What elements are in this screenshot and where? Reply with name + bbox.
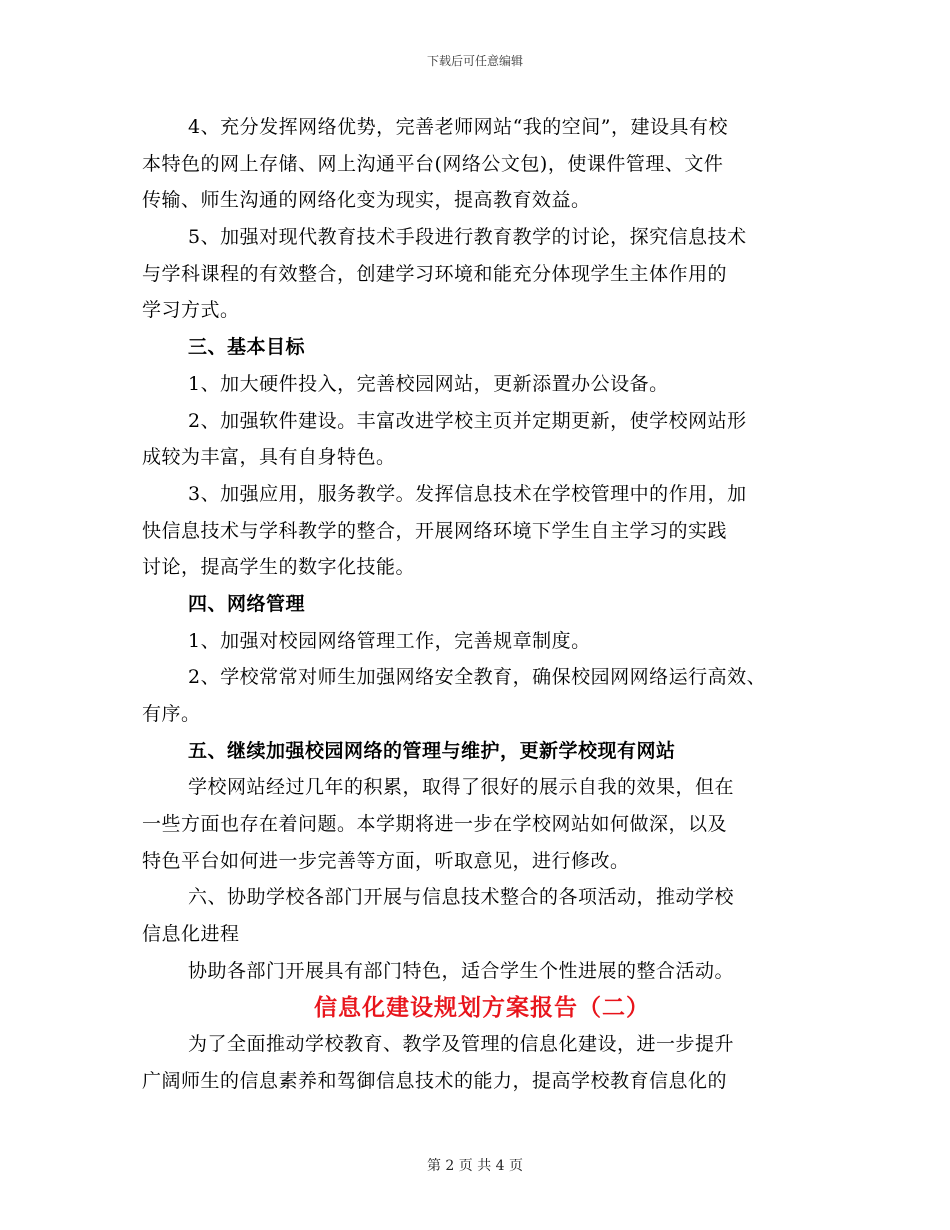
- section-heading: 四、网络管理: [188, 592, 306, 615]
- text-line: 4、充分发挥网络优势，完善老师网站“我的空间”，建设具有校: [188, 116, 729, 138]
- text-line: 特色平台如何进一步完善等方面，听取意见，进行修改。: [142, 849, 630, 872]
- section-heading: 五、继续加强校园网络的管理与维护，更新学校现有网站: [188, 739, 676, 762]
- text-line: 一些方面也存在着问题。本学期将进一步在学校网站如何做深，以及: [142, 813, 728, 836]
- text-line: 协助各部门开展具有部门特色，适合学生个性进展的整合活动。: [188, 959, 735, 982]
- text-line: 学校网站经过几年的积累，取得了很好的展示自我的效果，但在: [188, 776, 735, 799]
- text-line: 5、加强对现代教育技术手段进行教育教学的讨论，探究信息技术: [188, 226, 747, 249]
- text-line: 信息化进程: [142, 923, 240, 946]
- text-line: 本特色的网上存储、网上沟通平台(网络公文包)，使课件管理、文件: [142, 152, 724, 175]
- text-line: 与学科课程的有效整合，创建学习环境和能充分体现学生主体作用的: [142, 262, 728, 285]
- text-line: 1、加强对校园网络管理工作，完善规章制度。: [188, 629, 591, 652]
- text-line: 3、加强应用，服务教学。发挥信息技术在学校管理中的作用，加: [188, 482, 747, 505]
- text-line: 广阔师生的信息素养和驾御信息技术的能力，提高学校教育信息化的: [142, 1069, 728, 1092]
- text-line: 2、学校常常对师生加强网络安全教育，确保校园网网络运行高效、: [188, 666, 767, 689]
- text-line: 2、加强软件建设。丰富改进学校主页并定期更新，使学校网站形: [188, 409, 747, 432]
- text-line: 1、加大硬件投入，完善校园网站，更新添置办公设备。: [188, 372, 669, 395]
- page-footer: 第 2 页 共 4 页: [426, 1158, 524, 1174]
- text-line: 为了全面推动学校教育、教学及管理的信息化建设，进一步提升: [188, 1033, 735, 1056]
- section-heading: 三、基本目标: [188, 336, 306, 359]
- text-line: 学习方式。: [142, 299, 240, 322]
- text-line: 成较为丰富，具有自身特色。: [142, 446, 396, 469]
- document-body: [142, 114, 822, 1105]
- text-line: 六、协助学校各部门开展与信息技术整合的各项活动，推动学校: [188, 886, 735, 909]
- document-title: 信息化建设规划方案报告（二）: [314, 993, 650, 1021]
- text-line: 讨论，提高学生的数字化技能。: [142, 556, 416, 579]
- text-line: 快信息技术与学科教学的整合，开展网络环境下学生自主学习的实践: [142, 519, 728, 542]
- page-header: 下载后可任意编辑: [426, 54, 523, 68]
- text-line: 传输、师生沟通的网络化变为现实，提高教育效益。: [142, 189, 591, 212]
- text-line: 有序。: [142, 703, 201, 725]
